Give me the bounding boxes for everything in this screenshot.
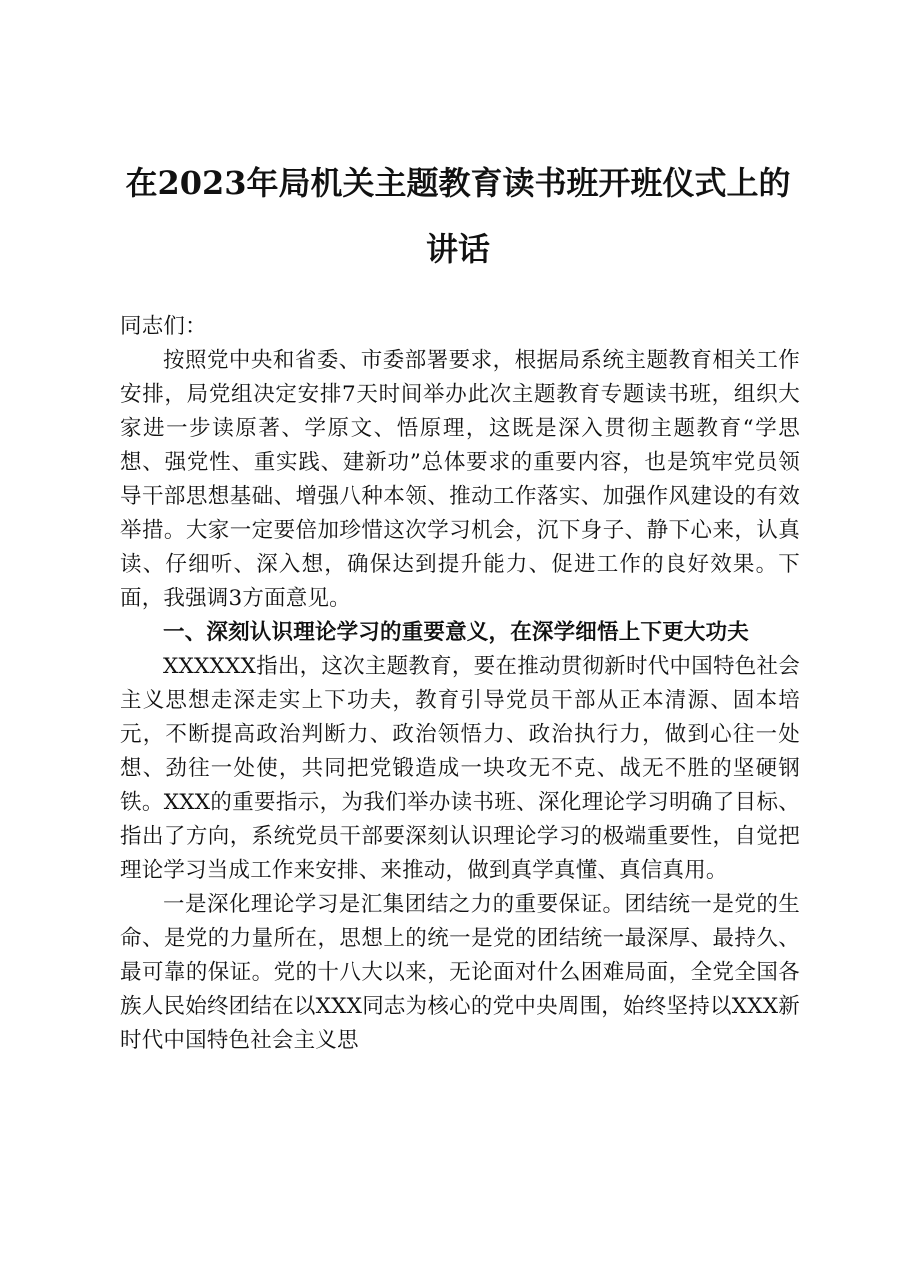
section-heading: 一、深刻认识理论学习的重要意义，在深学细悟上下更大功夫 [163, 620, 749, 645]
section-paragraph: XXXXXX指出，这次主题教育，要在推动贯彻新时代中国特色社会主义思想走深走实上下功夫，教育引导党员干部从正本清源、固本培元，不断提高政治判断力、政治领悟力、政治执行力，做到心往一处想、劲往一处使，共同把党锻造成一块攻无不克、战无不胜的坚硬钢铁。XXX的重要指示，为我们举办读书班、深化理论学习明确了目标、指出了方向，系统党员干部要深刻认识理论学习的极端重要性，自觉把理论学习当成工作来安排、来推动，做到真学真懂、真信真用。 [120, 654, 800, 883]
intro-paragraph: 按照党中央和省委、市委部署要求，根据局系统主题教育相关工作安排，局党组决定安排7天时间举办此次主题教育专题读书班，组织大家进一步读原著、学原文、悟原理，这既是深入贯彻主题教育“学思想、强党性、重实践、建新功”总体要求的重要内容，也是筑牢党员领导干部思想基础、增强八种本领、推动工作落实、加强作风建设的有效举措。大家一定要倍加珍惜这次学习机会，沉下身子、静下心来，认真读、仔细听、深入想，确保达到提升能力、促进工作的良好效果。下面，我强调3方面意见。 [120, 348, 800, 611]
document-title: 在2023年局机关主题教育读书班开班仪式上的讲话 [125, 164, 791, 268]
document-body [120, 310, 800, 1058]
section-paragraph: 一是深化理论学习是汇集团结之力的重要保证。团结统一是党的生命、是党的力量所在，思想上的统一是党的团结统一最深厚、最持久、最可靠的保证。党的十八大以来，无论面对什么困难局面，全党全国各族人民始终团结在以XXX同志为核心的党中央周围，始终坚持以XXX新时代中国特色社会主义思 [120, 892, 800, 1053]
salutation: 同志们： [120, 314, 207, 339]
